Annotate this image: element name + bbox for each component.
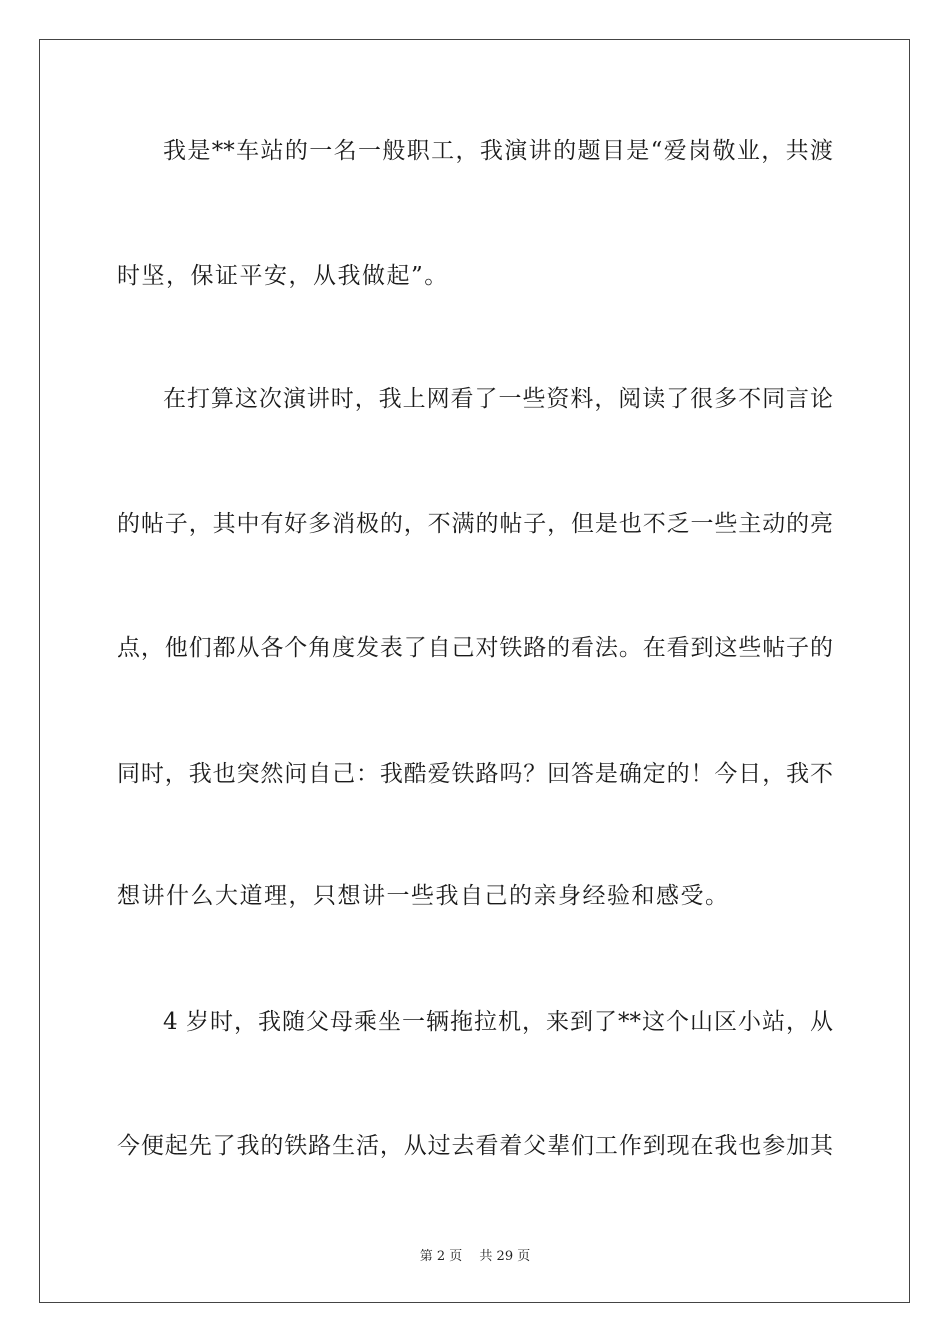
paragraph-3-line-1: 4 岁时，我随父母乘坐一辆拖拉机，来到了**这个山区小站，从 bbox=[163, 1009, 833, 1035]
paragraph-2-line-3: 点，他们都从各个角度发表了自己对铁路的看法。在看到这些帖子的 bbox=[117, 635, 833, 661]
paragraph-2-line-2: 的帖子，其中有好多消极的，不满的帖子，但是也不乏一些主动的亮 bbox=[117, 511, 833, 537]
paragraph-3-line-2: 今便起先了我的铁路生活，从过去看着父辈们工作到现在我也参加其 bbox=[117, 1133, 833, 1159]
paragraph-1-line-2: 时坚，保证平安，从我做起”。 bbox=[117, 263, 449, 289]
paragraph-2-line-5: 想讲什么大道理，只想讲一些我自己的亲身经验和感受。 bbox=[117, 883, 730, 909]
paragraph-2-line-4: 同时，我也突然问自己：我酷爱铁路吗？回答是确定的！今日，我不 bbox=[117, 761, 833, 787]
paragraph-1-line-1: 我是**车站的一名一般职工，我演讲的题目是“爱岗敬业，共渡 bbox=[163, 138, 833, 164]
paragraph-2-line-1: 在打算这次演讲时，我上网看了一些资料，阅读了很多不同言论 bbox=[163, 386, 833, 412]
page-number-footer: 第 2 页 共 29 页 bbox=[419, 1249, 531, 1264]
page-border bbox=[39, 39, 910, 1303]
